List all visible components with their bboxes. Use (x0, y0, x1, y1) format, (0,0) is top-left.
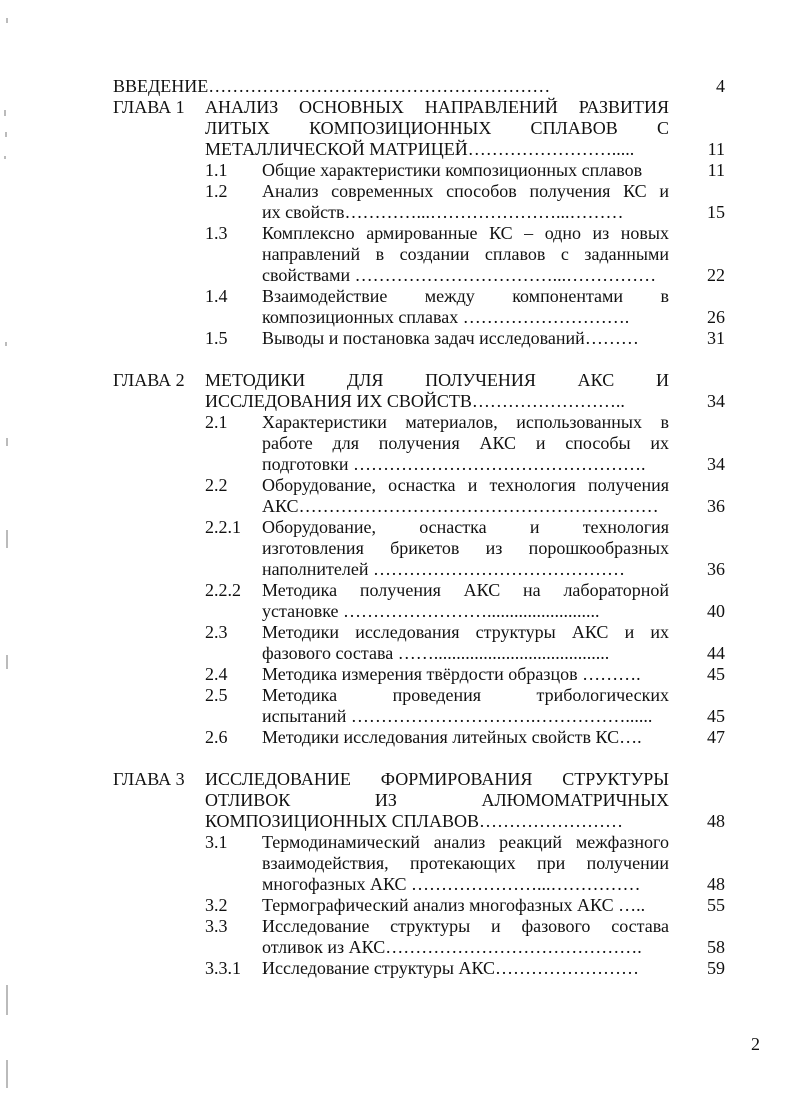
section-title-line: направлений в создании сплавов с заданными (262, 244, 669, 264)
toc-page-number: 45 (707, 706, 725, 726)
section-number: 2.3 (205, 622, 228, 642)
toc-page-number: 45 (707, 664, 725, 684)
toc-chapter-1 (113, 97, 725, 349)
section-title-line: Характеристики материалов, использованных в (262, 412, 669, 432)
section-title-line: Исследование структуры АКС…………………… (262, 958, 640, 978)
section-number: 1.3 (205, 223, 228, 243)
chapter-title-line: ИССЛЕДОВАНИЯ ИХ СВОЙСТВ…………………….. (205, 391, 625, 411)
section-number: 1.2 (205, 181, 228, 201)
toc-page-number: 26 (707, 307, 725, 327)
section-title-line: их свойств…………...…………………...……… (262, 202, 624, 222)
section-title-line: Методика получения АКС на лабораторной (262, 580, 669, 600)
scan-artifact (5, 132, 7, 137)
chapter-title-line: КОМПОЗИЦИОННЫХ СПЛАВОВ…………………… (205, 811, 623, 831)
toc-page-number: 59 (707, 958, 725, 978)
section-title-line: Общие характеристики композиционных сплавов (262, 160, 643, 180)
section-title-line: работе для получения АКС и способы их (262, 433, 669, 453)
toc-page-number: 48 (707, 874, 725, 894)
toc-intro (113, 76, 725, 97)
chapter-title-line: ИССЛЕДОВАНИЕ ФОРМИРОВАНИЯ СТРУКТУРЫ (205, 769, 669, 789)
toc-section (113, 727, 725, 748)
scan-artifact (6, 1060, 8, 1088)
toc-page-number: 11 (707, 139, 725, 159)
section-title-line: Методики исследования литейных свойств КС…. (262, 727, 642, 747)
toc-page-number: 47 (707, 727, 725, 747)
toc-page-number: 34 (707, 391, 725, 411)
scan-artifact (4, 156, 6, 159)
section-number: 2.5 (205, 685, 228, 705)
section-title-line: взаимодействия, протекающих при получении (262, 853, 669, 873)
toc-section (113, 412, 725, 475)
section-title-line: композиционных сплавах ………………………. (262, 307, 630, 327)
toc-page-number: 34 (707, 454, 725, 474)
section-title-line: Исследование структуры и фазового состава (262, 916, 669, 936)
toc-chapter-2 (113, 370, 725, 748)
toc-section (113, 160, 725, 181)
section-title-line: Выводы и постановка задач исследований……… (262, 328, 639, 348)
scan-artifact (4, 110, 6, 116)
section-title-line: отливок из АКС……………………………………. (262, 937, 642, 957)
toc-page-number: 36 (707, 559, 725, 579)
section-title-line: свойствами ……………………………...…………… (262, 265, 657, 285)
section-number: 2.2.2 (205, 580, 241, 600)
toc-section (113, 622, 725, 664)
section-title-line: Взаимодействие между компонентами в (262, 286, 669, 306)
table-of-contents (113, 76, 725, 979)
section-title-line: Термографический анализ многофазных АКС ….. (262, 895, 646, 915)
toc-section (113, 685, 725, 727)
section-number: 2.2.1 (205, 517, 241, 537)
toc-page-number: 48 (707, 811, 725, 831)
section-number: 3.1 (205, 832, 228, 852)
section-number: 3.3 (205, 916, 228, 936)
section-number: 2.4 (205, 664, 228, 684)
toc-section (113, 286, 725, 328)
toc-page-number: 31 (707, 328, 725, 348)
chapter-title-line: МЕТОДИКИ ДЛЯ ПОЛУЧЕНИЯ АКС И (205, 370, 669, 390)
section-title-line: Оборудование, оснастка и технология (262, 517, 669, 537)
toc-section (113, 181, 725, 223)
section-title-line: изготовления брикетов из порошкообразных (262, 538, 669, 558)
toc-page-number: 4 (716, 76, 725, 96)
toc-chapter-3 (113, 769, 725, 979)
chapter-label: ГЛАВА 1 (113, 97, 185, 117)
toc-page-number: 40 (707, 601, 725, 621)
toc-section (113, 517, 725, 580)
page-number: 2 (751, 1034, 760, 1054)
section-title-line: подготовки …………………………………………. (262, 454, 646, 474)
section-title-line: Методика проведения трибологических (262, 685, 669, 705)
chapter-title-line: АНАЛИЗ ОСНОВНЫХ НАПРАВЛЕНИЙ РАЗВИТИЯ (205, 97, 669, 117)
scan-artifact (6, 530, 8, 548)
toc-page-number: 22 (707, 265, 725, 285)
chapter-label: ГЛАВА 3 (113, 769, 185, 789)
section-title-line: АКС…………………………………………………… (262, 496, 659, 516)
section-number: 1.4 (205, 286, 228, 306)
scan-artifact (6, 438, 8, 446)
section-number: 3.3.1 (205, 958, 241, 978)
scan-artifact (6, 18, 8, 23)
section-title-line: Методика измерения твёрдости образцов ………. (262, 664, 641, 684)
section-number: 1.1 (205, 160, 228, 180)
chapter-title-line: ОТЛИВОК ИЗ АЛЮМОМАТРИЧНЫХ (205, 790, 669, 810)
toc-section (113, 475, 725, 517)
toc-section (113, 916, 725, 958)
section-title-line: многофазных АКС …………………...…………… (262, 874, 641, 894)
toc-page-number: 44 (707, 643, 725, 663)
toc-page-number: 11 (707, 160, 725, 180)
scan-artifact (6, 985, 8, 1015)
chapter-label: ГЛАВА 2 (113, 370, 185, 390)
scan-artifact (5, 342, 7, 346)
toc-section (113, 223, 725, 286)
chapter-title-line: МЕТАЛЛИЧЕСКОЙ МАТРИЦЕЙ……………………..... (205, 139, 635, 159)
toc-section (113, 328, 725, 349)
section-number: 2.1 (205, 412, 228, 432)
section-title-line: Комплексно армированные КС – одно из новых (262, 223, 669, 243)
toc-section (113, 664, 725, 685)
section-title-line: установке ……………………......................... (262, 601, 600, 621)
chapter-title-line: ЛИТЫХ КОМПОЗИЦИОННЫХ СПЛАВОВ С (205, 118, 669, 138)
toc-page-number: 58 (707, 937, 725, 957)
toc-page-number: 55 (707, 895, 725, 915)
section-title-line: фазового состава ……....................................... (262, 643, 610, 663)
section-number: 3.2 (205, 895, 228, 915)
section-number: 2.6 (205, 727, 228, 747)
section-title-line: Анализ современных способов получения КС и (262, 181, 669, 201)
toc-section (113, 895, 725, 916)
section-title-line: Оборудование, оснастка и технология получения (262, 475, 669, 495)
toc-section (113, 580, 725, 622)
section-title-line: Термодинамический анализ реакций межфазного (262, 832, 669, 852)
section-number: 1.5 (205, 328, 228, 348)
toc-page-number: 36 (707, 496, 725, 516)
section-number: 2.2 (205, 475, 228, 495)
toc-intro-title: ВВЕДЕНИЕ………………………………………………… (113, 76, 551, 96)
toc-section (113, 958, 725, 979)
section-title-line: наполнителей …………………………………… (262, 559, 625, 579)
toc-section (113, 832, 725, 895)
section-title-line: Методики исследования структуры АКС и их (262, 622, 669, 642)
toc-page-number: 15 (707, 202, 725, 222)
scan-artifact (6, 655, 8, 669)
section-title-line: испытаний ………………………….……………...... (262, 706, 653, 726)
